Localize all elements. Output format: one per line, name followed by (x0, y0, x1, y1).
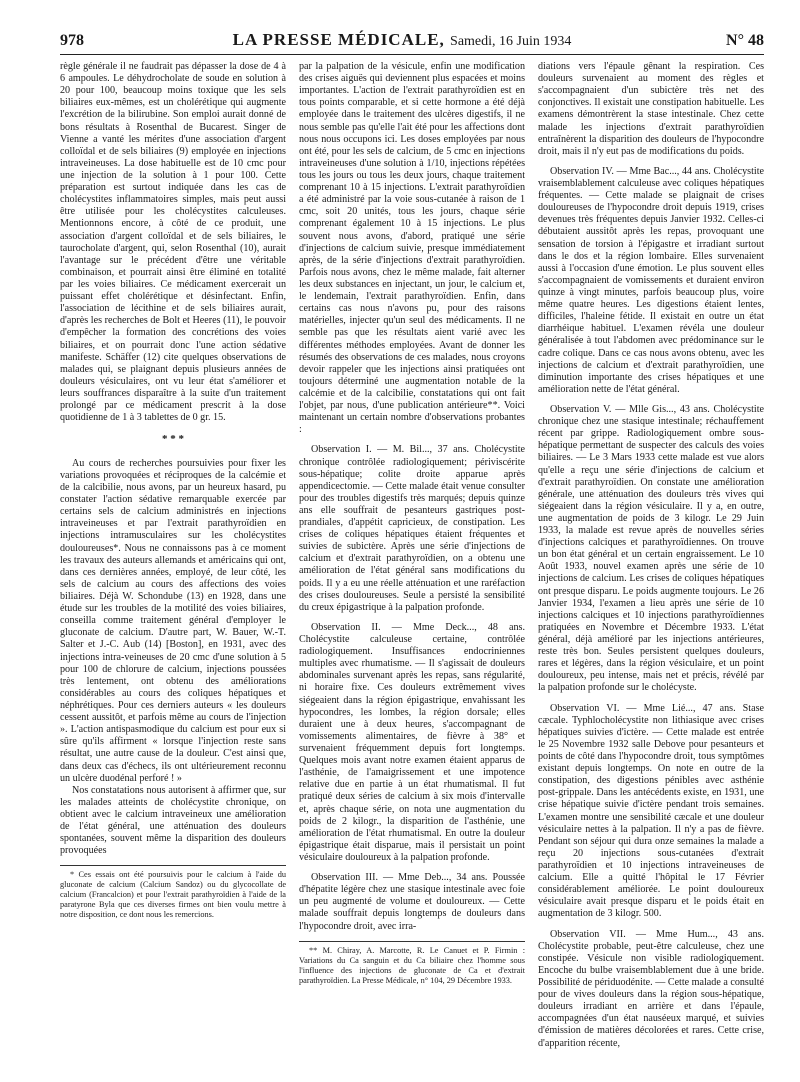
spacer (538, 158, 764, 166)
observation: Observation IV. — Mme Bac..., 44 ans. Cholécystite vraisemblablement calculeuse avec coliques hépatiques fréquentes. — Cette malade se plaignait de crises douloureuses de l'hypocondre droit depuis 1919, crises devenues très fréquentes depuis Janvier 1932. Celles-ci débutaient aussitôt après les repas, provoquant une sensation de torsion à l'épigastre et irradiant surtout dans le dos et la région lombaire. Elles survenaient aussi à l'occasion d'une émotion. Le plus souvent elles s'accompagnaient de vomissements et duraient environ quinze à vingt minutes, parfois beaucoup plus, voire même quatre heures. Les digestions étaient lentes, difficiles, l'haleine fétide. Il existait en outre un état diarrhéique habituel. L'examen révéla une douleur généralisée à tout l'abdomen avec prédominance sur le cadre colique. Dans ce cas nous avons obtenu, avec les injections de calcium et d'extrait parathyroïdien, une diminution importante des crises hépatiques et une amélioration nette de l'état général. (538, 165, 764, 395)
spacer (299, 864, 525, 872)
spacer (538, 695, 764, 703)
spacer (538, 396, 764, 404)
observation: Observation I. — M. Bil..., 37 ans. Cholécystite chronique contrôlée radiologiquement; périviscérite sous-hépatique; colite droite apparue après appendicectomie. — Cette malade était venue consulter pour des troubles digestifs très marqués; depuis quinze ans elle souffrait de pesanteurs gastriques post-prandiales, d'appétit capricieux, de constipation. Les crises de coliques hépatiques étaient fréquentes et suivies de subictère. Après une série d'injections de calcium et d'extrait parathyroïdien, on a obtenu une amélioration de l'état général sans modifications du poids. Il y a eu une réelle atténuation et une raréfaction des crises douloureuses. Seule a persisté la sensibilité du creux épigastrique à la palpation profonde. (299, 444, 525, 613)
paragraph: Au cours de recherches poursuivies pour fixer les variations provoquées et réciproques de la calcémie et de la calcibilie, nous avons, par un heureux hasard, pu constater l'action sédative remarquable exercée par certains sels de calcium administrés en injections intraveineuses et par l'extrait parathyroïdien en injections intramusculaires sur les cholécystites douloureuses*. Nous ne connaissons pas à ce moment les travaux des auteurs allemands et américains qui ont, dans ces dernières années, employé, de leur côté, les sels de calcium au cours des affections des voies biliaires. Déjà W. Schondube (13) en 1928, dans une étude sur les troubles de la motilité des voies biliaires, conseilla comme traitement général d'employer le gluconate de calcium. D'autre part, W. Bauer, W.-T. Salter et J.-C. Aub (14) [Boston], en 1931, avec des injections intra-veineuses de 20 cmc d'une solution à 5 pour 100 de chlorure de calcium, injections poussées très lentement, ont obtenu des améliorations considérables au cours des coliques hépatiques et néphrétiques. Pour ces derniers auteurs « les douleurs cessent aussitôt, et parfois même au cours de l'injection ». L'action antispasmodique du calcium est pour eux si sûre qu'ils affirment « lorsque l'injection reste sans résultat, une autre cause de la douleur. C'est ainsi que, dans deux cas d'échecs, ils ont ultérieurement reconnu un ulcère duodénal perforé ! » (60, 457, 286, 784)
observation: Observation II. — Mme Deck..., 48 ans. Cholécystite calculeuse certaine, contrôlée radiologiquement. Insuffisances endocriniennes multiples avec rhumatisme. — Il s'agissait de douleurs abdominales survenant après les repas, sans régularité, ni horaire fixe. Ces douleurs extrêmement vives siégeaient dans la région épigastrique, envahissant les hypocondres, les lombes, la région dorsale; elles duraient une à deux heures, s'accompagnant de vomissements alimentaires, de fièvre à 38° et survenaient fréquemment depuis fort longtemps. Quelques mois avant notre examen étaient apparus de l'asthénie, de l'amaigrissement et une impotence relative due en partie à un état rhumatismal. Il fut pratiqué deux séries de calcium à six mois d'intervalle et, après chaque série, on nota une augmentation du poids de 2 kilogr., la disparition de l'asthénie, une amélioration de l'état rhumatismal. En outre la douleur épigastrique était disparue, mais il persistait un point vésiculaire douloureux à la palpation profonde. (299, 621, 525, 863)
issue-date: Samedi, 16 Juin 1934 (450, 34, 572, 49)
footnote: * Ces essais ont été poursuivis pour le calcium à l'aide du gluconate de calcium (Calcium Sandoz) ou du glycocollate de calcium (Francalcion) et pour l'extrait parathyroïdien à l'aide de la paratyrone Byla que ces diverses firmes ont bien voulu mettre à notre disposition, ce dont nous les remercions. (60, 870, 286, 920)
column-1 (60, 61, 286, 1050)
journal-title (110, 30, 694, 50)
spacer (299, 436, 525, 444)
footnote-area (299, 941, 525, 986)
page-header (60, 30, 764, 55)
paragraph: règle générale il ne faudrait pas dépasser la dose de 4 à 6 ampoules. Le déhydrocholate de soude en solution à 20 pour 100, beaucoup moins toxique que les sels biliaires eux-mêmes, est un cholérétique qui augmente l'excrétion de la bilirubine. Son emploi aurait donné de bons résultats à Rosenthal de Bucarest. Singer de Vienne a vanté les mérites d'une association d'argent colloïdal et de sels biliaires (9) employée en injections intraveineuses. La dose habituelle est de 10 cmc pour une injection de la solution à 1 pour 100. Cette préparation est surtout indiquée dans les cas de cholécystites inflammatoires simples, mais peut aussi être utilisée pour les cholécystites calculeuses. Mentionnons encore, à côté de ce produit, une association d'argent colloïdal et de sels biliaires, le taurocholate d'argent, qui, selon Rosenthal (10), aurait l'avantage sur le précédent d'être une véritable combinaison, et pourrait ainsi être éliminé en totalité par les voies biliaires. Ce médicament exercerait un puissant effet cholérétique et désinfectant. Enfin, l'association de lécithine et de sels biliaires aurait, d'après les recherches de Bolt et Heeres (11), le pouvoir d'empêcher la formation des concrétions des voies biliaires, et on pourrait donc l'une action sédative manifeste. Schäffer (12) cite quelques observations de malades qui, se plaignant depuis plusieurs années de douleurs vésiculaires, ont vu leur état s'améliorer et leurs souffrances disparaître à la suite d'un traitement prolongé par ce médicament prescrit à la dose quotidienne de 1 à 3 tablettes de 0 gr. 15. (60, 61, 286, 424)
observation: Observation VI. — Mme Lié..., 47 ans. Stase cæcale. Typhlocholécystite non lithiasique avec crises hépatiques suivies d'ictère. — Cette malade est entrée le 25 Novembre 1932 salle Debove pour pesanteurs et points de côté dans l'hypocondre droit, tous symptômes existant depuis longtemps. On note en outre de la constipation, des digestions pénibles avec asthénie post-grippale. Dans les antécédents existe, en 1931, une crise hépatique suivie d'ictère pendant trois semaines. L'examen montre une sensibilité cæcale et une douleur vésiculaire nettes à la palpation. Il n'y a pas de fièvre. Pendant son séjour qui dura onze semaines la malade a reçu 20 injections sous-cutanées d'extrait parathyroïdien et 10 injections intraveineuses de calcium. Elle a quitté l'hôpital le 17 Février considérablement améliorée. Le point douloureux vésiculaire avait presque disparu et le poids était en augmentation de 3 kilogr. 500. (538, 702, 764, 920)
journal-name: LA PRESSE MÉDICALE, (232, 30, 445, 49)
observation: Observation III. — Mme Deb..., 34 ans. Poussée d'hépatite légère chez une stasique intestinale avec foie un peu augmenté de volume et douloureux. — Cette malade souffrait depuis longtemps de douleurs dans l'hypocondre droit, avec irra- (299, 872, 525, 932)
paragraph: Nos constatations nous autorisent à affirmer que, sur les malades atteints de cholécystite chronique, on obtient avec le calcium intraveineux une amélioration de l'état général, une atténuation des douleurs spontanées, souvent même la disparition des douleurs provoquées (60, 784, 286, 857)
section-separator: * * * (162, 433, 184, 446)
observation: Observation VII. — Mme Hum..., 43 ans. Cholécystite probable, peut-être calculeuse, chez une constipée. Vésicule non visible radiologiquement. Encoche du bulbe vraisemblablement due à une bride. Possibilité de périduodénite. — Cette malade a consulté pour de vives douleurs dans la région sous-hépatique, douleurs irradiant en arrière et dans l'épaule, accompagnées d'un état nauséeux marqué, et suivies d'émission de matières décolorées et rares. Cette crise, d'apparition récente, (538, 928, 764, 1049)
spacer (538, 921, 764, 929)
column-2 (299, 61, 525, 1050)
issue-number: N° 48 (726, 32, 764, 49)
paragraph: par la palpation de la vésicule, enfin une modification des crises aiguës qui deviennent plus espacées et moins importantes. L'action de l'extrait parathyroïdien est en tous points comparable, et si cette hormone a été déjà employée dans le traitement des ulcères digestifs, il ne nous semble pas qu'elle l'ait été pour les affections dont nous nous occupons ici. Les doses employées par nous ont été, pour les sels de calcium, de 5 cmc en injections intraveineuses d'une solution à 1/10, injections répétées tous les jours ou tous les deux jours, chaque traitement comprenant 10 à 15 injections. L'extrait parathyroïdien a été administré par la voie sous-cutanée à raison de 1 cmc, soit 20 unités, tous les jours, chaque série comprenant également 10 à 15 injections. Le plus souvent nous avons, d'abord, pratiqué une série d'injections de calcium suivie, presque immédiatement après, de la série d'injections d'extrait parathyroïdien. Parfois nous avons, chez le même malade, fait alterner les deux substances en injectant, un jour, le calcium et, le lendemain, l'extrait parathyroïdien. Enfin, dans certains cas nous n'avons pu, pour des raisons matérielles, injecter qu'un seul des médicaments. Il ne semble pas que les résultats aient varié avec les différentes méthodes employées. Avant de donner les résumés des observations de ces malades, nous croyons devoir rappeler que les injections ainsi pratiquées ont toujours déterminé une augmentation notable de la calcémie et de la calcibilie, constatations qui ont fait l'objet, par nous, d'une publication antérieure**. Voici maintenant un certain nombre d'observations probantes : (299, 61, 525, 436)
page-number: 978 (60, 32, 84, 49)
column-3 (538, 61, 764, 1050)
text-columns (60, 61, 764, 1050)
spacer (299, 614, 525, 622)
paragraph: diations vers l'épaule gênant la respiration. Ces douleurs survenaient au moment des règles et s'accompagnaient d'un subictère très net des conjonctives. Il existait une constipation habituelle. Les examens démontrèrent la stase intestinale. Chez cette malade les injections d'extrait parathyroïdien entraînèrent la disparition des douleurs de l'hypocondre droit, mais il n'y eut pas de modifications du poids. (538, 61, 764, 157)
observation: Observation V. — Mlle Gis..., 43 ans. Cholécystite chronique chez une stasique intestinale; réchauffement récent par grippe. Radiologiquement ombre sous-hépatique permettant de suspecter des calculs des voies biliaires. — Le 3 Mars 1933 cette malade est vue alors qu'elle a reçu une série d'injections de calcium et d'extrait parathyroïdien. On constate une amélioration générale, une atténuation des douleurs très vives qui siégeaient dans la région vésiculaire. Il y a, en outre, une augmentation de poids de 3 kilogr. Le 29 Juin 1933, la malade est revue après de nouvelles séries d'injections calciques et parathyroïdiennes. On trouve un bon état général et un certain engraissement. Le 10 Août 1933, nouvel examen après une série de 10 injections de calcium. Les crises de coliques hépatiques ont presque disparu. Le poids augmente toujours. Le 26 Janvier 1934, l'examen a lieu après une série de 10 injections calciques et 10 injections parathyroïdiennes pratiquées en Novembre et Décembre 1933. L'état général, déjà amélioré par les injections antérieures, reste très bon. Seules persistent quelques douleurs, rares et légères, dans la région vésiculaire, et un point douloureux, peu intense, mais net et précis, révélé par la palpation profonde sur le cholécyste. (538, 403, 764, 694)
footnote: ** M. Chiray, A. Marcotte, R. Le Canuet et P. Firmin : Variations du Ca sanguin et du Ca biliaire chez l'homme sous l'influence des injections de gluconate de Ca et d'extrait parathyroïdien. La Presse Médicale, n° 104, 29 Décembre 1933. (299, 945, 525, 985)
footnote-area (60, 865, 286, 920)
